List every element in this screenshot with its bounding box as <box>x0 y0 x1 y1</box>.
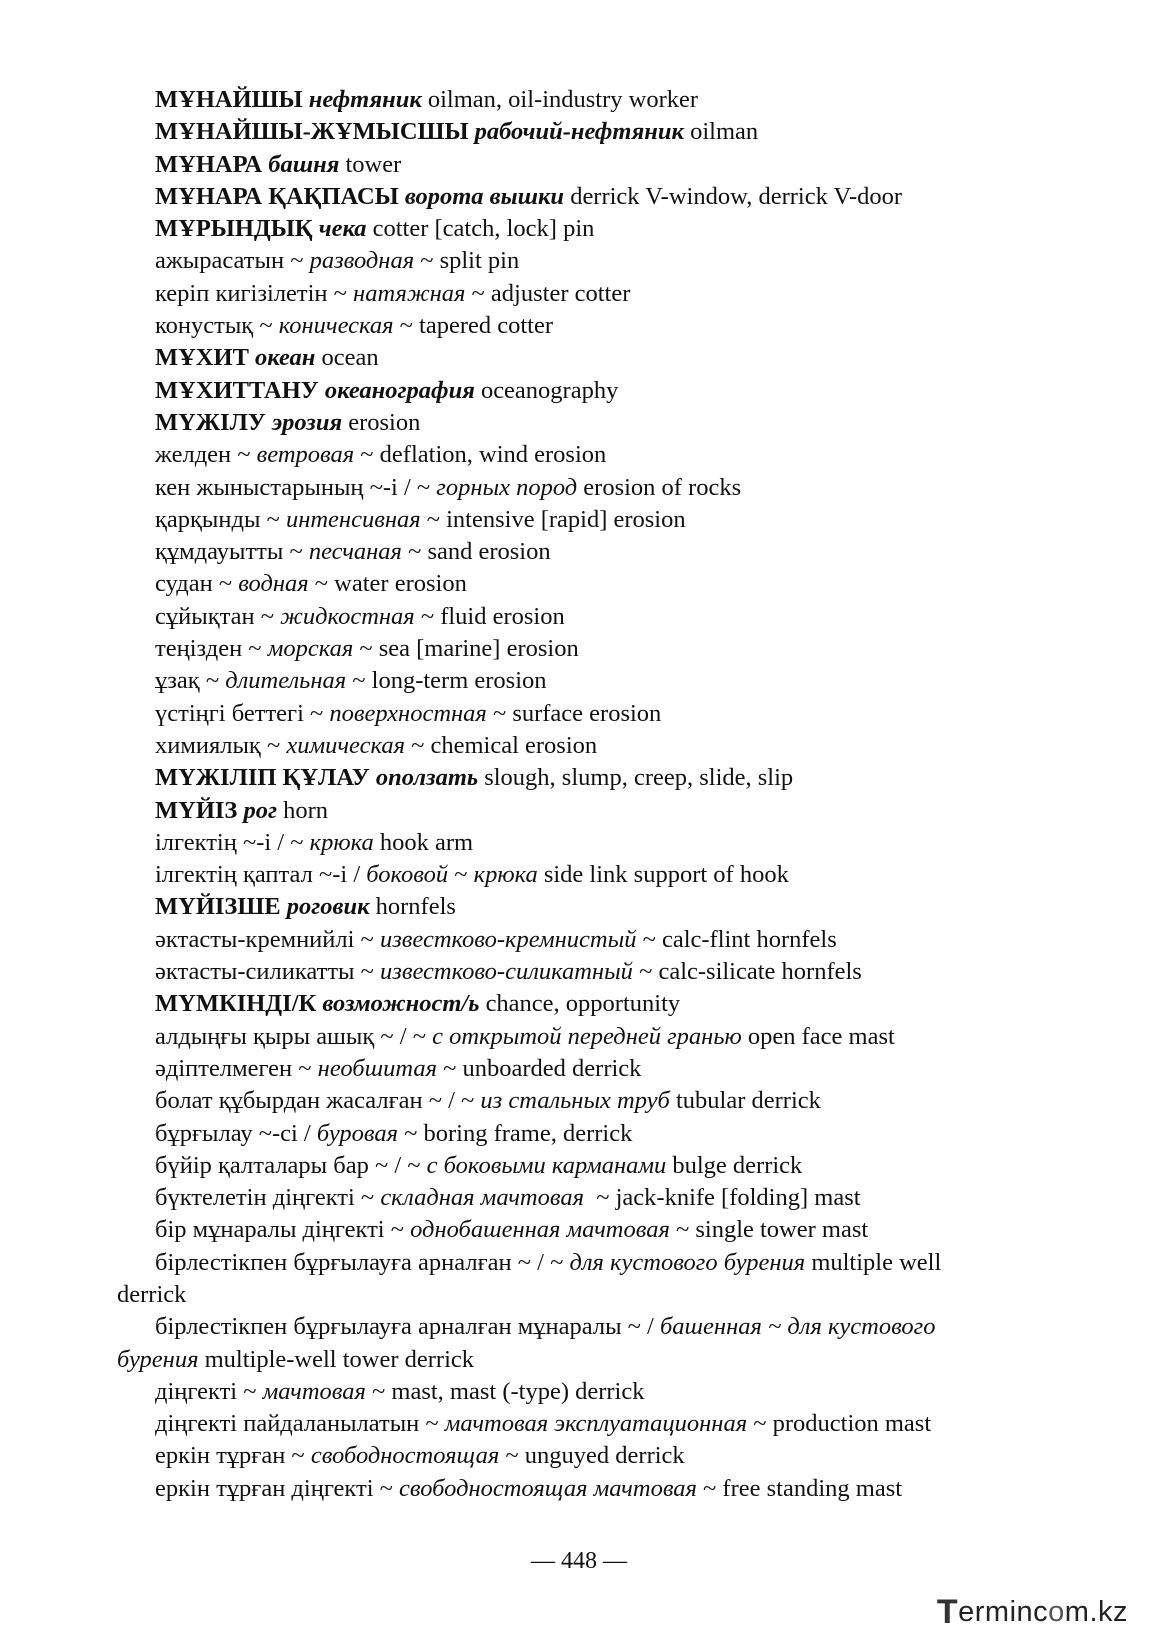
entry-text: бүйір қалталары бар ~ / ~ <box>155 1151 427 1179</box>
entry-text: erosion <box>342 408 421 436</box>
russian-term: необшитая <box>317 1054 438 1082</box>
entry-text: ~ long-term erosion <box>346 667 547 695</box>
entry-text: теңізден ~ <box>155 635 268 663</box>
entry-text: еркін тұрған діңгекті ~ <box>155 1474 400 1502</box>
entry-text: әдіптелмеген ~ <box>155 1054 318 1082</box>
entry-text: ~ calc-silicate hornfels <box>632 958 862 986</box>
headword-kazakh: МҰНАЙШЫ <box>155 86 309 113</box>
entry-text: әктасты-кремнийлі ~ <box>155 925 380 953</box>
russian-term: крюка <box>473 861 538 889</box>
dictionary-line <box>117 116 1017 148</box>
entry-text: multiple well <box>805 1248 942 1276</box>
russian-term: морская <box>267 635 354 663</box>
dictionary-line <box>117 1344 1017 1376</box>
russian-term: мачтовая эксплуатационная <box>444 1410 748 1438</box>
entry-text: құмдауытты ~ <box>155 538 309 566</box>
dictionary-line <box>117 1473 1017 1505</box>
entry-text: алдыңғы қыры ашық ~ / ~ <box>155 1022 433 1050</box>
entry-text: ~ jack-knife [folding] mast <box>583 1184 861 1212</box>
dictionary-line <box>117 439 1017 471</box>
headword-kazakh: МҰРЫНДЫҚ <box>155 215 319 243</box>
entry-text: tower <box>339 150 402 178</box>
entry-text: tubular derrick <box>669 1087 821 1115</box>
entry-text: ~ tapered cotter <box>393 312 554 340</box>
entry-text: side link support of hook <box>537 861 789 889</box>
dictionary-line <box>117 536 1017 568</box>
russian-term: для кустового бурения <box>569 1248 806 1276</box>
russian-term: разводная <box>309 247 415 275</box>
dictionary-line <box>117 988 1017 1020</box>
entry-text: химиялық ~ <box>155 731 287 759</box>
dictionary-line <box>117 245 1017 277</box>
headword-kazakh: МҮЙІЗ <box>155 796 244 824</box>
headword-kazakh: МҰНАРА <box>155 150 269 178</box>
headword-kazakh: МҰХИТ <box>155 344 256 372</box>
dictionary-line <box>117 407 1017 439</box>
entry-text: ocean <box>315 344 379 372</box>
russian-term: коническая <box>278 312 394 340</box>
dictionary-line <box>117 278 1017 310</box>
dictionary-line <box>117 601 1017 633</box>
dictionary-line <box>117 342 1017 374</box>
entry-text: үстіңгі беттегі ~ <box>155 699 330 727</box>
page-number: — 448 — <box>531 1548 627 1574</box>
headword-russian: нефтяник <box>308 86 422 113</box>
dictionary-line <box>117 1021 1017 1053</box>
entry-text: діңгекті ~ <box>155 1377 263 1405</box>
entry-text: erosion of rocks <box>577 473 742 501</box>
entry-text: бүктелетін діңгекті ~ <box>155 1184 381 1212</box>
entry-text: oceanography <box>474 376 619 404</box>
russian-term: ветровая <box>256 441 355 469</box>
russian-term: длительная <box>225 667 347 695</box>
dictionary-line <box>117 827 1017 859</box>
headword-kazakh: МҮЙІЗШЕ <box>155 893 287 921</box>
dictionary-line <box>117 213 1017 245</box>
dictionary-line <box>117 1085 1017 1117</box>
russian-term: интенсивная <box>285 505 421 533</box>
headword-kazakh: МҮЖІЛУ <box>155 408 272 436</box>
russian-term: поверхностная <box>329 699 487 727</box>
russian-term: бурения <box>117 1345 199 1373</box>
entry-text: hook arm <box>373 828 474 856</box>
dictionary-line <box>117 84 1017 116</box>
entry-text: horn <box>277 796 329 824</box>
dictionary-line <box>117 568 1017 600</box>
entry-text: сұйықтан ~ <box>155 602 281 630</box>
russian-term: известково-кремнистый <box>379 925 637 953</box>
termincom-watermark-logo[interactable] <box>937 1594 1128 1630</box>
entry-text: әктасты-силикатты ~ <box>155 958 381 986</box>
headword-russian: океан <box>255 344 316 372</box>
entry-text: hornfels <box>369 893 456 921</box>
entry-text: ~ single tower mast <box>669 1216 869 1244</box>
entry-text: ~ water erosion <box>308 570 467 598</box>
entry-text: керіп кигізілетін ~ <box>155 279 354 307</box>
entry-text: конустық ~ <box>155 312 279 340</box>
russian-term: свободностоящая <box>310 1442 500 1470</box>
entry-text: multiple-well tower derrick <box>198 1345 474 1373</box>
entry-text: ~ sea [marine] erosion <box>353 635 579 663</box>
dictionary-line <box>117 633 1017 665</box>
russian-term: крюка <box>309 828 374 856</box>
headword-kazakh: МҰНАРА ҚАҚПАСЫ <box>155 182 405 210</box>
watermark-letter-o: o <box>1048 1595 1065 1628</box>
dictionary-line <box>117 1053 1017 1085</box>
entry-text: ~ deflation, wind erosion <box>354 441 607 469</box>
headword-russian: чека <box>318 215 367 243</box>
entry-text: cotter [catch, lock] pin <box>366 215 595 243</box>
headword-russian: оползать <box>375 764 479 792</box>
entry-text: кен жыныстарының ~-і / ~ <box>155 473 437 501</box>
dictionary-line <box>117 1311 1017 1343</box>
russian-term: буровая <box>316 1119 399 1147</box>
dictionary-entries <box>117 84 1017 1505</box>
entry-text: slough, slump, creep, slide, slip <box>478 764 794 792</box>
entry-text: oilman, oil-industry worker <box>421 86 699 113</box>
russian-term: водная <box>238 570 309 598</box>
russian-term: песчаная <box>308 538 402 566</box>
russian-term: жидкостная <box>280 602 415 630</box>
headword-russian: океанография <box>324 376 475 404</box>
dictionary-line <box>117 924 1017 956</box>
entry-text: ~ unguyed derrick <box>499 1442 685 1470</box>
entry-text: derrick <box>117 1280 187 1308</box>
watermark-text-mid: erminc <box>958 1595 1049 1628</box>
entry-text: болат құбырдан жасалған ~ / ~ <box>155 1087 481 1115</box>
headword-kazakh: МҰНАЙШЫ-ЖҰМЫСШЫ <box>155 118 475 146</box>
entry-text: ~ unboarded derrick <box>437 1054 642 1082</box>
dictionary-line <box>117 1214 1017 1246</box>
dictionary-line <box>117 859 1017 891</box>
dictionary-line <box>117 730 1017 762</box>
entry-text: желден ~ <box>155 441 257 469</box>
dictionary-line <box>117 1247 1017 1279</box>
russian-term: химическая <box>286 731 405 759</box>
entry-text: қарқынды ~ <box>155 505 286 533</box>
entry-text: oilman <box>683 118 759 146</box>
entry-text: ~ production mast <box>747 1410 932 1438</box>
dictionary-line <box>117 1376 1017 1408</box>
entry-text: ~ adjuster cotter <box>465 279 631 307</box>
headword-russian: рабочий-нефтяник <box>474 118 684 146</box>
russian-term: башенная ~ для кустового <box>659 1313 936 1341</box>
entry-text: ілгектің ~-і / ~ <box>155 828 310 856</box>
entry-text: chance, opportunity <box>479 990 681 1018</box>
entry-text: бірлестікпен бұрғылауға арналған ~ / ~ <box>155 1248 570 1276</box>
dictionary-line <box>117 1440 1017 1472</box>
dictionary-line <box>117 375 1017 407</box>
dictionary-line <box>117 795 1017 827</box>
headword-russian: эрозия <box>271 408 343 436</box>
watermark-text-end: m.kz <box>1064 1595 1128 1628</box>
headword-kazakh: МҰХИТТАНУ <box>155 376 325 404</box>
entry-text: bulge derrick <box>666 1151 803 1179</box>
entry-text: діңгекті пайдаланылатын ~ <box>155 1410 445 1438</box>
entry-text: ажырасатын ~ <box>155 247 310 275</box>
headword-russian: башня <box>268 150 340 178</box>
entry-text: бір мұнаралы діңгекті ~ <box>155 1216 411 1244</box>
dictionary-line <box>117 181 1017 213</box>
entry-text: ~ mast, mast (-type) derrick <box>365 1377 645 1405</box>
headword-kazakh: МҮМКІНДІ/К <box>155 990 323 1018</box>
dictionary-line <box>117 1150 1017 1182</box>
dictionary-line <box>117 665 1017 697</box>
russian-term: однобашенная мачтовая <box>410 1216 670 1244</box>
russian-term: с открытой передней гранью <box>432 1022 742 1050</box>
dictionary-line <box>117 1279 1017 1311</box>
entry-text: derrick V-window, derrick V-door <box>564 182 903 210</box>
entry-text: судан ~ <box>155 570 239 598</box>
entry-text: ~ chemical erosion <box>404 731 598 759</box>
dictionary-line <box>117 310 1017 342</box>
entry-text: ұзақ ~ <box>155 667 226 695</box>
entry-text: ~ calc-flint hornfels <box>636 925 837 953</box>
entry-text: ~ split pin <box>414 247 520 275</box>
entry-text: ~ sand erosion <box>401 538 551 566</box>
entry-text: ~ <box>448 861 474 889</box>
russian-term: мачтовая <box>262 1377 366 1405</box>
entry-text: бұрғылау ~-сі / <box>155 1119 317 1147</box>
russian-term: из стальных труб <box>480 1087 670 1115</box>
headword-russian: ворота вышки <box>404 182 565 210</box>
headword-russian: роговик <box>286 893 370 921</box>
dictionary-line <box>117 149 1017 181</box>
headword-russian: рог <box>243 796 278 824</box>
dictionary-line <box>117 956 1017 988</box>
russian-term: известково-силикатный <box>380 958 633 986</box>
entry-text: ~ fluid erosion <box>414 602 565 630</box>
entry-text: open face mast <box>741 1022 895 1050</box>
dictionary-line <box>117 1182 1017 1214</box>
dictionary-line <box>117 1408 1017 1440</box>
entry-text: еркін тұрған ~ <box>155 1442 311 1470</box>
entry-text: ~ intensive [rapid] erosion <box>420 505 686 533</box>
headword-russian: возможност/ь <box>322 990 480 1018</box>
entry-text: ілгектің қаптал ~-і / <box>155 861 367 889</box>
entry-text: бірлестікпен бұрғылауға арналған мұнаралы ~ / <box>155 1313 660 1341</box>
dictionary-line <box>117 472 1017 504</box>
entry-text: ~ free standing mast <box>696 1474 903 1502</box>
dictionary-line <box>117 1118 1017 1150</box>
dictionary-line <box>117 891 1017 923</box>
dictionary-line <box>117 698 1017 730</box>
headword-kazakh: МҮЖІЛІП ҚҰЛАУ <box>155 764 376 792</box>
russian-term: складная мачтовая <box>380 1184 584 1212</box>
russian-term: боковой <box>366 861 449 889</box>
russian-term: свободностоящая мачтовая <box>399 1474 697 1502</box>
dictionary-line <box>117 762 1017 794</box>
russian-term: горных пород <box>436 473 578 501</box>
russian-term: натяжная <box>353 279 466 307</box>
watermark-letter-t: T <box>936 1592 959 1631</box>
russian-term: с боковыми карманами <box>426 1151 667 1179</box>
entry-text: ~ boring frame, derrick <box>398 1119 633 1147</box>
dictionary-line <box>117 504 1017 536</box>
entry-text: ~ surface erosion <box>486 699 662 727</box>
